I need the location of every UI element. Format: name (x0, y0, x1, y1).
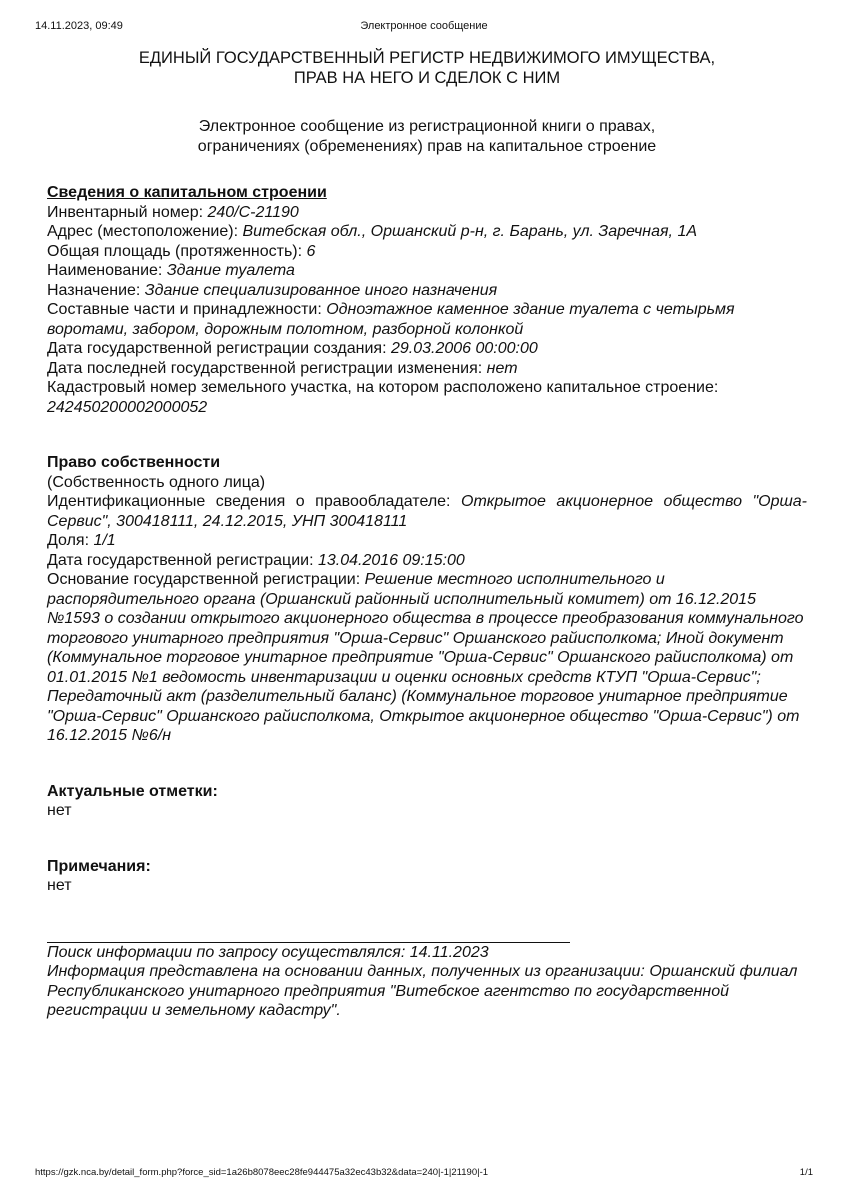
field-value: Здание специализированное иного назначения (144, 281, 498, 299)
field-value: Здание туалета (166, 262, 295, 279)
field-value: 242450200002000052 (47, 398, 208, 416)
field-value: 240/C-21190 (207, 203, 299, 221)
field-label: Назначение: (47, 281, 145, 299)
field-cadastral-number (47, 378, 807, 417)
field-label: Кадастровый номер земельного участка, на котором расположено капитальное строение: (47, 379, 719, 396)
field-value: 6 (306, 242, 316, 260)
search-info: Поиск информации по запросу осуществлялся: 14.11.2023 (47, 943, 489, 961)
field-label: Дата последней государственной регистрации изменения: (47, 359, 487, 377)
message-title (47, 117, 807, 157)
print-url: https://gzk.nca.by/detail_form.php?force_sid=1a26b8078eec28fe944475a32ec43b32&data=240|-1|21190|-1 (35, 1167, 489, 1178)
message-title-line1: Электронное сообщение из регистрационной книги о правах, (198, 118, 656, 135)
print-datetime: 14.11.2023, 09:49 (35, 20, 123, 32)
field-registration-basis (47, 570, 807, 746)
field-value: нет (486, 359, 518, 377)
field-value: 29.03.2006 00:00:00 (390, 340, 538, 357)
field-last-change-date (47, 359, 807, 379)
field-label: Основание государственной регистрации: (47, 571, 365, 588)
field-total-area (47, 242, 807, 262)
notes-value: нет (47, 877, 72, 894)
field-value: Одноэтажное каменное здание туалета с четырьмя воротами, забором, дорожным полотном, разборной колонкой (47, 301, 735, 338)
footer-notes (47, 943, 807, 1021)
notes-heading: Примечания: (47, 857, 151, 875)
field-value: 13.04.2016 09:15:00 (317, 551, 465, 569)
field-name (47, 261, 807, 281)
field-value: Решение местного исполнительного и распорядительного органа (Оршанский районный исполнительный комитет) от 16.12.2015 №1593 о создании открытого акционерного общества в процессе преобразования коммунального торгового унитарного предприятия "Орша-Сервис" Оршанского райисполкома; Иной документ (Коммунальное торговое унитарное предприятие "Орша-Сервис" Оршанского райисполкома) от 01.01.2015 №1 ведомость инвентаризации и оценки основных средств КТУП "Орша-Сервис"; Передаточный акт (разделительный баланс) (Коммунальное торговое унитарное предприятие "Орша-Сервис" Оршанского райисполкома, Открытое акционерное общество "Орша-Сервис") от 16.12.2015 №6/н (47, 571, 804, 744)
field-inventory-number (47, 203, 807, 223)
source-info: Информация представлена на основании данных, полученных из организации: Оршанский филиал Республиканского унитарного предприятия "Витебское агентство по государственной регистрации и земельному кадастру". (47, 963, 798, 1019)
document-body (47, 48, 807, 1021)
field-label: Составные части и принадлежности: (47, 301, 327, 318)
register-title-line1: ЕДИНЫЙ ГОСУДАРСТВЕННЫЙ РЕГИСТР НЕДВИЖИМОГО ИМУЩЕСТВА, (138, 49, 716, 67)
field-label: Дата государственной регистрации создания: (47, 340, 391, 357)
field-creation-date (47, 339, 807, 359)
register-title (47, 48, 807, 88)
page-number: 1/1 (799, 1167, 813, 1178)
actual-marks-heading: Актуальные отметки: (47, 782, 218, 800)
ownership-subheading: (Собственность одного лица) (47, 473, 266, 491)
actual-marks-section (47, 782, 807, 821)
field-rightholder (47, 492, 807, 531)
field-label: Общая площадь (протяженность): (47, 242, 307, 260)
field-share (47, 531, 807, 551)
field-purpose (47, 281, 807, 301)
print-footer (35, 1167, 813, 1181)
building-heading: Сведения о капитальном строении (47, 184, 327, 201)
field-value: 1/1 (93, 532, 116, 549)
field-label: Адрес (местоположение): (47, 223, 243, 240)
field-label: Наименование: (47, 262, 167, 279)
message-title-line2: ограничениях (обременениях) прав на капитальное строение (197, 138, 657, 155)
notes-section (47, 857, 807, 896)
field-label: Дата государственной регистрации: (47, 551, 318, 569)
field-value: Витебская обл., Оршанский р-н, г. Барань, ул. Заречная, 1А (242, 223, 698, 240)
field-components (47, 300, 807, 339)
actual-marks-value: нет (47, 802, 72, 819)
ownership-section (47, 453, 807, 746)
field-address (47, 222, 807, 242)
field-label: Доля: (47, 532, 94, 549)
field-label: Идентификационные сведения о правообладателе: (47, 493, 461, 510)
field-registration-date (47, 551, 807, 571)
print-page-title: Электронное сообщение (360, 20, 488, 32)
building-section (47, 183, 807, 417)
print-header (35, 20, 813, 34)
field-label: Инвентарный номер: (47, 203, 208, 221)
field-value: Открытое акционерное общество "Орша-Сервис", 300418111, 24.12.2015, УНП 300418111 (47, 493, 808, 530)
ownership-heading: Право собственности (47, 454, 221, 471)
register-title-line2: ПРАВ НА НЕГО И СДЕЛОК С НИМ (293, 69, 561, 87)
